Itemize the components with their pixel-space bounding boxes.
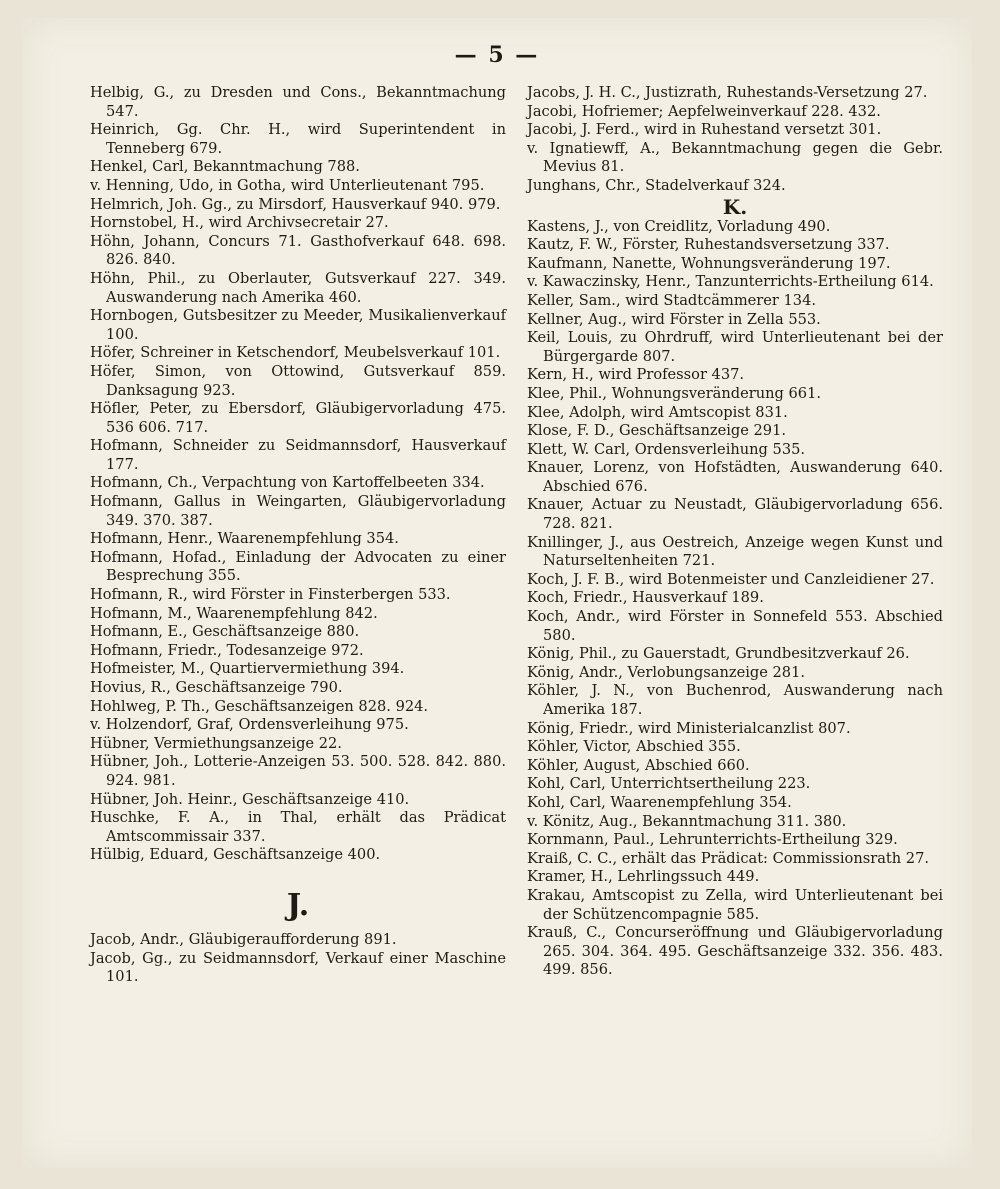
index-entry: v. Könitz, Aug., Bekanntmachung 311. 380. [527, 812, 847, 830]
index-entry: Kohl, Carl, Waarenempfehlung 354. [527, 793, 792, 811]
index-entry: Hornbogen, Gutsbesitzer zu Meeder, Musikalienverkauf 100. [90, 307, 506, 343]
index-entry: v. Ignatiewff, A., Bekanntmachung gegen die Gebr. Mevius 81. [527, 139, 943, 176]
index-entry: Junghans, Chr., Stadelverkauf 324. [527, 176, 786, 194]
index-entry: Hofmann, Hofad., Einladung der Advocaten zu einer Besprechung 355. [90, 548, 506, 585]
index-entry: Hofmann, Henr., Waarenempfehlung 354. [90, 530, 399, 548]
index-entry: Jacobi, Hofriemer; Aepfelweinverkauf 228. 432. [527, 102, 881, 120]
index-entry: Koch, Friedr., Hausverkauf 189. [527, 589, 764, 607]
index-entry: Hofmann, M., Waarenempfehlung 842. [90, 604, 378, 622]
index-entry: Huschke, F. A., in Thal, erhält das Prädicat Amtscommissair 337. [90, 809, 506, 845]
index-entry: Keil, Louis, zu Ohrdruff, wird Unterlieutenant bei der Bürgergarde 807. [527, 329, 943, 365]
index-entry: Keller, Sam., wird Stadtcämmerer 134. [527, 291, 817, 309]
index-entry: Koch, Andr., wird Förster in Sonnefeld 553. Abschied 580. [527, 608, 943, 644]
index-entry: Koch, J. F. B., wird Botenmeister und Canzleidiener 27. [527, 570, 935, 588]
index-entry: Henkel, Carl, Bekanntmachung 788. [90, 158, 360, 176]
index-entry: Jacob, Gg., zu Seidmannsdorf, Verkauf einer Maschine 101. [90, 949, 506, 986]
index-entry: Knillinger, J., aus Oestreich, Anzeige wegen Kunst und Naturseltenheiten 721. [527, 533, 943, 570]
index-entry: Kern, H., wird Professor 437. [527, 366, 745, 384]
entries-h [90, 84, 506, 865]
index-entry: Höhn, Phil., zu Oberlauter, Gutsverkauf 227. 349. Auswanderung nach Amerika 460. [90, 269, 506, 306]
index-entry: Jacobs, J. H. C., Justizrath, Ruhestands-Versetzung 27. [527, 84, 928, 101]
index-entry: Hofmann, Schneider zu Seidmannsdorf, Hausverkauf 177. [90, 437, 506, 473]
index-entry: v. Holzendorf, Graf, Ordensverleihung 975. [90, 716, 409, 734]
index-entry: Hofmann, Gallus in Weingarten, Gläubigervorladung 349. 370. 387. [90, 493, 506, 529]
index-entry: Hofmann, Ch., Verpachtung von Kartoffelbeeten 334. [90, 474, 485, 492]
index-entry: Heinrich, Gg. Chr. H., wird Superintendent in Tenneberg 679. [90, 121, 506, 157]
index-entry: Klett, W. Carl, Ordensverleihung 535. [527, 440, 806, 458]
index-entry: Hofmann, Friedr., Todesanzeige 972. [90, 641, 364, 659]
index-entry: Hofmeister, M., Quartiervermiethung 394. [90, 660, 405, 678]
index-entry: Kastens, J., von Creidlitz, Vorladung 490. [527, 217, 831, 235]
index-entry: Jacobi, J. Ferd., wird in Ruhestand versetzt 301. [527, 121, 882, 139]
index-entry: Hohlweg, P. Th., Geschäftsanzeigen 828. 924. [90, 697, 429, 715]
index-entry: Kraiß, C. C., erhält das Prädicat: Commissionsrath 27. [527, 849, 930, 867]
index-entry: Hübner, Vermiethungsanzeige 22. [90, 734, 342, 752]
index-entry: Kornmann, Paul., Lehrunterrichts-Ertheilung 329. [527, 831, 898, 849]
index-entry: König, Phil., zu Gauerstadt, Grundbesitzverkauf 26. [527, 645, 910, 663]
entries-j [90, 931, 506, 987]
section-letter-j: J. [286, 887, 310, 923]
index-entry: Hornstobel, H., wird Archivsecretair 27. [90, 214, 389, 232]
index-entry: v. Henning, Udo, in Gotha, wird Unterlieutenant 795. [90, 176, 485, 194]
index-entry: Hülbig, Eduard, Geschäftsanzeige 400. [90, 846, 381, 864]
index-entry: Knauer, Actuar zu Neustadt, Gläubigervorladung 656. 728. 821. [527, 496, 943, 533]
index-entry: Krakau, Amtscopist zu Zella, wird Unterlieutenant bei der Schützencompagnie 585. [527, 886, 943, 923]
index-entry: Hovius, R., Geschäftsanzeige 790. [90, 679, 343, 696]
index-entry: Kaufmann, Nanette, Wohnungsveränderung 197. [527, 254, 891, 272]
index-entry: Kohl, Carl, Unterrichtsertheilung 223. [527, 775, 811, 793]
section-letter-k: K. [722, 194, 748, 219]
index-entry: Höhn, Johann, Concurs 71. Gasthofverkauf 648. 698. 826. 840. [90, 232, 506, 269]
index-entry: Hübner, Joh. Heinr., Geschäftsanzeige 410. [90, 790, 410, 808]
index-entry: Köhler, August, Abschied 660. [527, 756, 750, 774]
index-entry: Hofmann, R., wird Förster in Finsterbergen 533. [90, 586, 451, 604]
page [22, 18, 972, 1168]
entries-k [527, 218, 943, 980]
index-entry: König, Friedr., wird Ministerialcanzlist 807. [527, 719, 851, 737]
index-entry: Helbig, G., zu Dresden und Cons., Bekanntmachung 547. [90, 84, 506, 120]
index-entry: Höfler, Peter, zu Ebersdorf, Gläubigervorladung 475. 536 606. 717. [90, 400, 506, 436]
index-entry: Klose, F. D., Geschäftsanzeige 291. [527, 422, 787, 440]
entries-j-continued [527, 84, 943, 196]
right-column [527, 84, 943, 980]
index-entry: Knauer, Lorenz, von Hofstädten, Auswanderung 640. Abschied 676. [527, 459, 943, 495]
page-number: — 5 — [454, 42, 540, 68]
index-entry: Kramer, H., Lehrlingssuch 449. [527, 868, 760, 886]
index-entry: Köhler, Victor, Abschied 355. [527, 738, 741, 756]
index-entry: Krauß, C., Concurseröffnung und Gläubigervorladung 265. 304. 364. 495. Geschäftsanzeige 332. 356. 483. 499. 856. [527, 924, 943, 979]
index-entry: Kellner, Aug., wird Förster in Zella 553. [527, 310, 821, 328]
index-entry: Köhler, J. N., von Buchenrod, Auswanderung nach Amerika 187. [527, 682, 943, 718]
index-entry: Höfer, Schreiner in Ketschendorf, Meubelsverkauf 101. [90, 344, 501, 362]
index-entry: Höfer, Simon, von Ottowind, Gutsverkauf 859. Danksagung 923. [90, 362, 506, 399]
index-entry: Kautz, F. W., Förster, Ruhestandsversetzung 337. [527, 236, 890, 254]
index-entry: Helmrich, Joh. Gg., zu Mirsdorf, Hausverkauf 940. 979. [90, 195, 501, 213]
index-entry: v. Kawaczinsky, Henr., Tanzunterrichts-Ertheilung 614. [527, 273, 934, 291]
index-entry: König, Andr., Verlobungsanzeige 281. [527, 663, 805, 681]
index-entry: Jacob, Andr., Gläubigeraufforderung 891. [90, 930, 397, 948]
index-entry: Hübner, Joh., Lotterie-Anzeigen 53. 500. 528. 842. 880. 924. 981. [90, 753, 506, 789]
left-column [90, 84, 506, 987]
index-entry: Hofmann, E., Geschäftsanzeige 880. [90, 623, 360, 641]
index-entry: Klee, Phil., Wohnungsveränderung 661. [527, 384, 821, 402]
index-entry: Klee, Adolph, wird Amtscopist 831. [527, 403, 788, 421]
